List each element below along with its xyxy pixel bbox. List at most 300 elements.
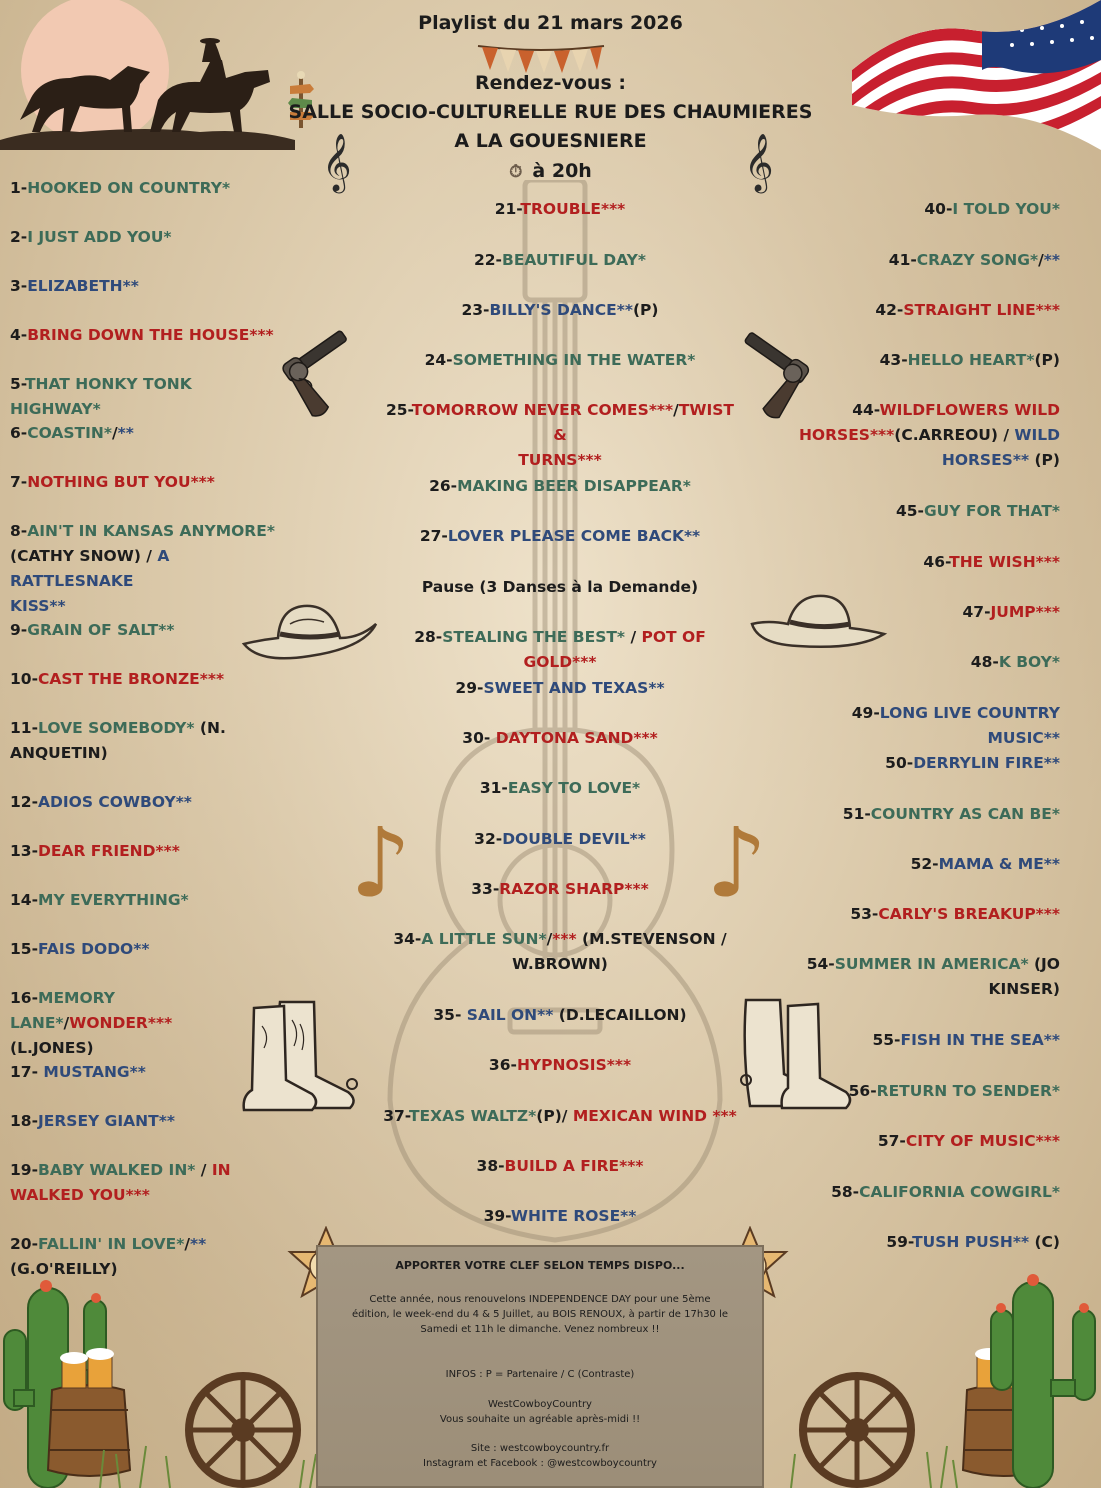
song-text-segment: HYPNOSIS*** [516,1056,632,1074]
song-text-segment: 42- [875,301,904,319]
song-text-segment: POT OF GOLD*** [523,628,712,671]
song-entry-line [380,1003,740,1028]
song-entry-line [380,927,740,952]
song-entry-line [380,827,740,852]
venue-line-1: SALLE SOCIO-CULTURELLE RUE DES CHAUMIERES [288,101,813,123]
song-text-segment: 40- [924,200,953,218]
song-entry-line [380,952,740,977]
song-entry-line [10,1183,280,1208]
rendezvous-label: Rendez-vous : [475,72,626,94]
song-text-segment: (D.LECAILLON) [553,1006,687,1024]
song-entry-42 [780,298,1060,323]
song-text-segment: RAZOR SHARP*** [499,880,649,898]
song-text-segment: 19- [10,1161,39,1179]
guitar-watermark [360,180,750,1260]
song-entry-line [780,952,1060,977]
song-text-segment: BRING DOWN THE HOUSE*** [27,326,274,344]
song-text-segment: 8- [10,522,28,540]
song-text-segment: Pause (3 Danses à la Demande) [421,578,699,596]
song-entry-17 [10,1060,280,1085]
song-text-segment: / [1038,251,1044,269]
song-entry-38 [380,1154,740,1179]
song-text-segment: BABY WALKED IN* [38,1161,196,1179]
song-entry-51 [780,802,1060,827]
song-entry-50 [780,751,1060,776]
song-entry-39 [380,1204,740,1229]
song-text-segment: / [625,628,642,646]
song-entry-12 [10,790,280,815]
song-text-segment: BILLY'S DANCE** [489,301,633,319]
song-entry-line [780,600,1060,625]
song-entry-line [10,741,280,766]
song-entry-line [780,977,1060,1002]
notice-social: Instagram et Facebook : @westcowboycountry [423,1458,657,1469]
song-text-segment: 58- [831,1183,860,1201]
song-text-segment: 15- [10,940,39,958]
song-text-segment: MUSTANG** [43,1063,146,1081]
song-entry-14 [10,888,280,913]
song-text-segment: / [63,1014,70,1032]
song-text-segment: SWEET AND TEXAS** [483,679,665,697]
venue-line-2: A LA GOUESNIERE [454,130,647,152]
song-text-segment: 23- [461,301,490,319]
song-entry-line [10,1109,280,1134]
song-entry-40 [780,197,1060,222]
song-text-segment: (M.STEVENSON / [576,930,727,948]
song-text-segment: (N. [194,719,226,737]
song-entry-line [10,667,280,692]
song-text-segment: LOVER PLEASE COME BACK** [447,527,701,545]
song-entry-line [10,519,280,544]
song-entry-line [380,726,740,751]
song-text-segment: 18- [10,1112,39,1130]
song-text-segment: 52- [910,855,939,873]
notice-paragraph-line-3: Samedi et 11h le dimanche. Venez nombreux !! [420,1324,660,1335]
song-text-segment: SOMETHING IN THE WATER* [452,351,696,369]
song-entry-line [10,1257,280,1282]
song-entry-10 [10,667,280,692]
song-entry-line [780,197,1060,222]
song-text-segment: 36- [488,1056,517,1074]
song-text-segment: *** [552,930,577,948]
song-entry-line [10,986,280,1036]
song-entry-49 [780,701,1066,751]
song-entry-4 [10,323,280,348]
song-entry-line [780,550,1060,575]
song-entry-line [780,348,1060,373]
song-entry-line [10,888,280,913]
song-text-segment: / [184,1235,191,1253]
song-entry-20 [10,1232,280,1282]
song-text-segment: TUSH PUSH** [912,1233,1030,1251]
song-text-segment: DOUBLE DEVIL** [502,830,646,848]
song-text-segment: STRAIGHT LINE*** [903,301,1060,319]
song-text-segment: MY EVERYTHING* [38,891,189,909]
song-text-segment: 1- [10,179,28,197]
song-text-segment: 37- [383,1107,409,1125]
song-text-segment: 4- [10,326,28,344]
song-text-segment: 46- [923,553,950,571]
song-entry-30 [380,726,740,751]
song-text-segment: 21- [494,200,521,218]
song-entry-55 [780,1028,1060,1053]
song-text-segment: MEXICAN WIND *** [572,1107,737,1125]
song-entry-35 [380,1003,740,1028]
song-text-segment: (L.JONES) [10,1039,94,1057]
song-entry-2 [10,225,280,250]
song-text-segment: KISS** [10,597,66,615]
song-entry-16 [10,986,280,1061]
song-text-segment: RETURN TO SENDER* [876,1082,1060,1100]
song-text-segment: FALLIN' IN LOVE* [38,1235,185,1253]
song-entry-line [780,852,1060,877]
song-entry-54 [780,952,1060,1002]
song-text-segment: 33- [471,880,500,898]
song-text-segment: BUILD A FIRE*** [504,1157,644,1175]
song-text-segment: 22- [473,251,502,269]
time-text: à 20h [532,160,592,182]
notice-infos: INFOS : P = Partenaire / C (Contraste) [445,1369,635,1380]
song-text-segment: (C) [1029,1233,1060,1251]
song-entry-18 [10,1109,280,1134]
song-text-segment: COUNTRY AS CAN BE* [870,805,1060,823]
song-text-segment: ELIZABETH** [27,277,139,295]
song-text-segment: MEMORY LANE* [10,989,121,1032]
song-text-segment: ** [117,424,134,442]
song-text-segment: 5- [10,375,25,393]
song-entry-line [780,802,1060,827]
song-text-segment: 35- [433,1006,467,1024]
pause-label [380,575,740,600]
song-text-segment: JERSEY GIANT** [38,1112,175,1130]
song-entry-28 [380,625,740,675]
song-entry-21 [380,197,740,222]
song-text-segment: HORSES*** [798,426,895,444]
song-text-segment: COASTIN* [27,424,112,442]
song-entry-line [780,1079,1060,1104]
song-entry-line [10,470,280,495]
song-entry-line [380,474,740,499]
song-entry-line [380,676,740,701]
song-entry-line [380,448,740,473]
notice-organizer: WestCowboyCountry [488,1399,592,1410]
song-text-segment: 3- [10,277,28,295]
song-text-segment: 43- [879,351,908,369]
song-text-segment: CAST THE BRONZE*** [38,670,225,688]
song-text-segment: GRAIN OF SALT** [27,621,175,639]
song-text-segment: 12- [10,793,39,811]
song-entry-line [780,248,1060,273]
song-text-segment: FAIS DODO** [38,940,150,958]
song-entry-line [10,1158,280,1183]
song-entry-27 [380,524,740,549]
song-text-segment: FISH IN THE SEA** [900,1031,1060,1049]
song-entry-6 [10,421,280,446]
song-text-segment: LONG LIVE COUNTRY MUSIC** [879,704,1066,747]
song-text-segment: A LITTLE SUN* [421,930,547,948]
song-text-segment: ADIOS COWBOY** [38,793,192,811]
song-entry-line [380,776,740,801]
song-entry-line [380,298,740,323]
song-entry-line [10,372,280,422]
song-text-segment: DAYTONA SAND*** [495,729,658,747]
song-text-segment: 50- [885,754,914,772]
song-text-segment: 55- [872,1031,901,1049]
song-entry-11 [10,716,280,766]
song-entry-3 [10,274,280,299]
song-text-segment: A RATTLESNAKE [10,547,175,590]
song-entry-29 [380,676,740,701]
music-note-icon-right: ♪ [706,807,768,919]
notice-site: Site : westcowboycountry.fr [470,1443,610,1454]
song-text-segment: HELLO HEART* [907,351,1035,369]
notice-headline: APPORTER VOTRE CLEF SELON TEMPS DISPO... [395,1259,685,1272]
song-entry-line [780,499,1060,524]
song-text-segment: CRAZY SONG* [916,251,1039,269]
song-text-segment: TWIST & [553,401,740,444]
song-text-segment: 48- [970,653,999,671]
song-text-segment: (P) [1034,351,1060,369]
song-entry-line [780,423,1060,448]
song-text-segment: 45- [895,502,924,520]
song-text-segment: 25- [385,401,412,419]
song-entry-7 [10,470,280,495]
song-text-segment: CITY OF MUSIC*** [905,1132,1060,1150]
song-entry-line [380,625,740,675]
song-entry-line [10,421,280,446]
song-text-segment: CARLY'S BREAKUP*** [878,905,1060,923]
song-text-segment: 47- [962,603,991,621]
song-text-segment: ** [1043,251,1060,269]
song-entry-line [380,197,740,222]
song-entry-52 [780,852,1060,877]
song-entry-45 [780,499,1060,524]
revolver-icon-left [282,312,366,420]
song-text-segment: 13- [10,842,39,860]
song-text-segment: (P) [1029,451,1060,469]
song-entry-5 [10,372,280,422]
song-text-segment: WONDER*** [69,1014,173,1032]
song-text-segment: 30- [462,729,496,747]
song-text-segment: WHITE ROSE** [510,1207,637,1225]
song-entry-line [780,902,1060,927]
song-entry-line [10,594,280,619]
song-text-segment: (P) [632,301,659,319]
song-text-segment: EASY TO LOVE* [507,779,641,797]
song-text-segment: HORSES** [941,451,1030,469]
song-text-segment: TOMORROW NEVER COMES*** [411,401,674,419]
song-text-segment: 2- [10,228,28,246]
song-entry-43 [780,348,1060,373]
song-text-segment: CALIFORNIA COWGIRL* [859,1183,1060,1201]
music-note-icon-left: ♪ [350,807,412,919]
song-text-segment: I TOLD YOU* [952,200,1060,218]
song-entry-line [780,650,1060,675]
song-text-segment: 16- [10,989,39,1007]
song-entry-53 [780,902,1060,927]
song-entry-line [380,877,740,902]
song-text-segment: ** [190,1235,207,1253]
song-entry-32 [380,827,740,852]
song-text-segment: 53- [850,905,879,923]
song-text-segment: (P)/ [536,1107,573,1125]
song-entry-line [10,274,280,299]
song-entry-line [780,1028,1060,1053]
song-text-segment: SAIL ON** [466,1006,554,1024]
song-text-segment: 11- [10,719,39,737]
song-text-segment: THE WISH*** [949,553,1060,571]
song-entry-line [380,524,740,549]
song-entry-59 [780,1230,1060,1255]
notice-paragraph-line-1: Cette année, nous renouvelons INDEPENDENCE DAY pour une 5ème [369,1294,711,1305]
song-entry-line [10,225,280,250]
song-text-segment: 17- [10,1063,44,1081]
song-entry-line [380,248,740,273]
song-text-segment: WALKED YOU*** [10,1186,150,1204]
song-entry-19 [10,1158,280,1208]
song-entry-line [780,448,1060,473]
song-entry-line [10,1060,280,1085]
song-entry-26 [380,474,740,499]
song-text-segment: IN [211,1161,231,1179]
song-entry-line [380,1053,740,1078]
song-text-segment: 7- [10,473,28,491]
notice-paragraph-line-2: édition, le week-end du 4 & 5 Juillet, au BOIS RENOUX, à partir de 17h30 le [351,1309,729,1320]
song-entry-line [10,790,280,815]
song-text-segment: 10- [10,670,39,688]
song-entry-23 [380,298,740,323]
song-text-segment: 59- [886,1233,913,1251]
song-entry-line [380,1104,740,1129]
song-text-segment: 28- [414,628,443,646]
song-text-segment: 54- [806,955,835,973]
song-entry-56 [780,1079,1060,1104]
song-text-segment: (JO [1028,955,1060,973]
song-text-segment: K BOY* [998,653,1060,671]
song-text-segment: THAT HONKY TONK HIGHWAY* [10,375,198,418]
song-entry-line [10,176,280,201]
song-entry-line [10,544,280,594]
song-text-segment: (CATHY SNOW) / [10,547,158,565]
song-text-segment: (G.O'REILLY) [10,1260,118,1278]
song-text-segment: HOOKED ON COUNTRY* [27,179,231,197]
song-entry-line [10,839,280,864]
song-text-segment: GUY FOR THAT* [923,502,1060,520]
song-entry-48 [780,650,1060,675]
song-text-segment: SUMMER IN AMERICA* [834,955,1029,973]
song-entry-57 [780,1129,1060,1154]
song-text-segment: W.BROWN) [512,955,608,973]
song-text-segment: 14- [10,891,39,909]
song-text-segment: WILDFLOWERS WILD [879,401,1060,419]
song-text-segment: ANQUETIN) [10,744,108,762]
song-entry-line [780,1129,1060,1154]
song-entry-33 [380,877,740,902]
song-entry-13 [10,839,280,864]
song-entry-31 [380,776,740,801]
song-entry-37 [380,1104,740,1129]
song-text-segment: LOVE SOMEBODY* [38,719,195,737]
song-entry-line [10,937,280,962]
song-entry-44 [780,398,1060,473]
song-entry-line [380,575,740,600]
song-text-segment: 9- [10,621,28,639]
song-entry-line [10,618,280,643]
song-text-segment: 51- [842,805,871,823]
stopwatch-icon: ⏱ [509,162,523,182]
song-text-segment: AIN'T IN KANSAS ANYMORE* [27,522,275,540]
song-text-segment: 20- [10,1235,39,1253]
notice-wish: Vous souhaite un agréable après-midi !! [439,1414,641,1425]
song-text-segment: 24- [424,351,453,369]
song-text-segment: / [673,401,679,419]
song-entry-24 [380,348,740,373]
song-text-segment: MAMA & ME** [938,855,1060,873]
song-text-segment: MAKING BEER DISAPPEAR* [457,477,691,495]
song-entry-34 [380,927,740,977]
song-text-segment: I JUST ADD YOU* [27,228,172,246]
song-entry-9 [10,618,280,643]
song-entry-15 [10,937,280,962]
treble-clef-icon-left: 𝄞 [322,133,352,191]
song-entry-36 [380,1053,740,1078]
song-entry-1 [10,176,280,201]
song-text-segment: 38- [476,1157,505,1175]
song-entry-line [780,751,1060,776]
song-entry-line [780,298,1060,323]
song-text-segment: STEALING THE BEST* [442,628,626,646]
song-entry-line [780,1180,1060,1205]
song-entry-46 [780,550,1060,575]
song-entry-line [380,1154,740,1179]
song-text-segment: WILD [1014,426,1060,444]
notice-board [316,1245,764,1488]
song-entry-line [10,1036,280,1061]
song-entry-line [780,701,1066,751]
song-text-segment: 56- [848,1082,877,1100]
song-entry-8 [10,519,280,619]
treble-clef-icon-right: 𝄞 [744,133,774,191]
song-entry-line [10,1232,280,1257]
song-entry-line [10,716,280,741]
song-text-segment: JUMP*** [990,603,1060,621]
bunting-banner [476,42,606,76]
song-text-segment: 41- [888,251,917,269]
song-text-segment: 6- [10,424,28,442]
song-text-segment: 44- [852,401,880,419]
song-entry-58 [780,1180,1060,1205]
page-title: Playlist du 21 mars 2026 [418,12,683,34]
song-text-segment: 29- [455,679,484,697]
song-text-segment: TEXAS WALTZ* [408,1107,537,1125]
song-entry-22 [380,248,740,273]
song-text-segment: 32- [474,830,503,848]
song-text-segment: 49- [851,704,880,722]
song-text-segment: TROUBLE*** [520,200,626,218]
song-text-segment: DEAR FRIEND*** [38,842,180,860]
song-entry-47 [780,600,1060,625]
song-text-segment: BEAUTIFUL DAY* [502,251,647,269]
song-text-segment: 27- [419,527,448,545]
song-entry-line [780,398,1060,423]
song-text-segment: 39- [483,1207,511,1225]
song-text-segment: (C.ARREOU) / [894,426,1015,444]
song-text-segment: / [111,424,118,442]
song-text-segment: 57- [877,1132,906,1150]
song-text-segment: / [546,930,553,948]
song-entry-line [380,348,740,373]
song-text-segment: 31- [479,779,508,797]
